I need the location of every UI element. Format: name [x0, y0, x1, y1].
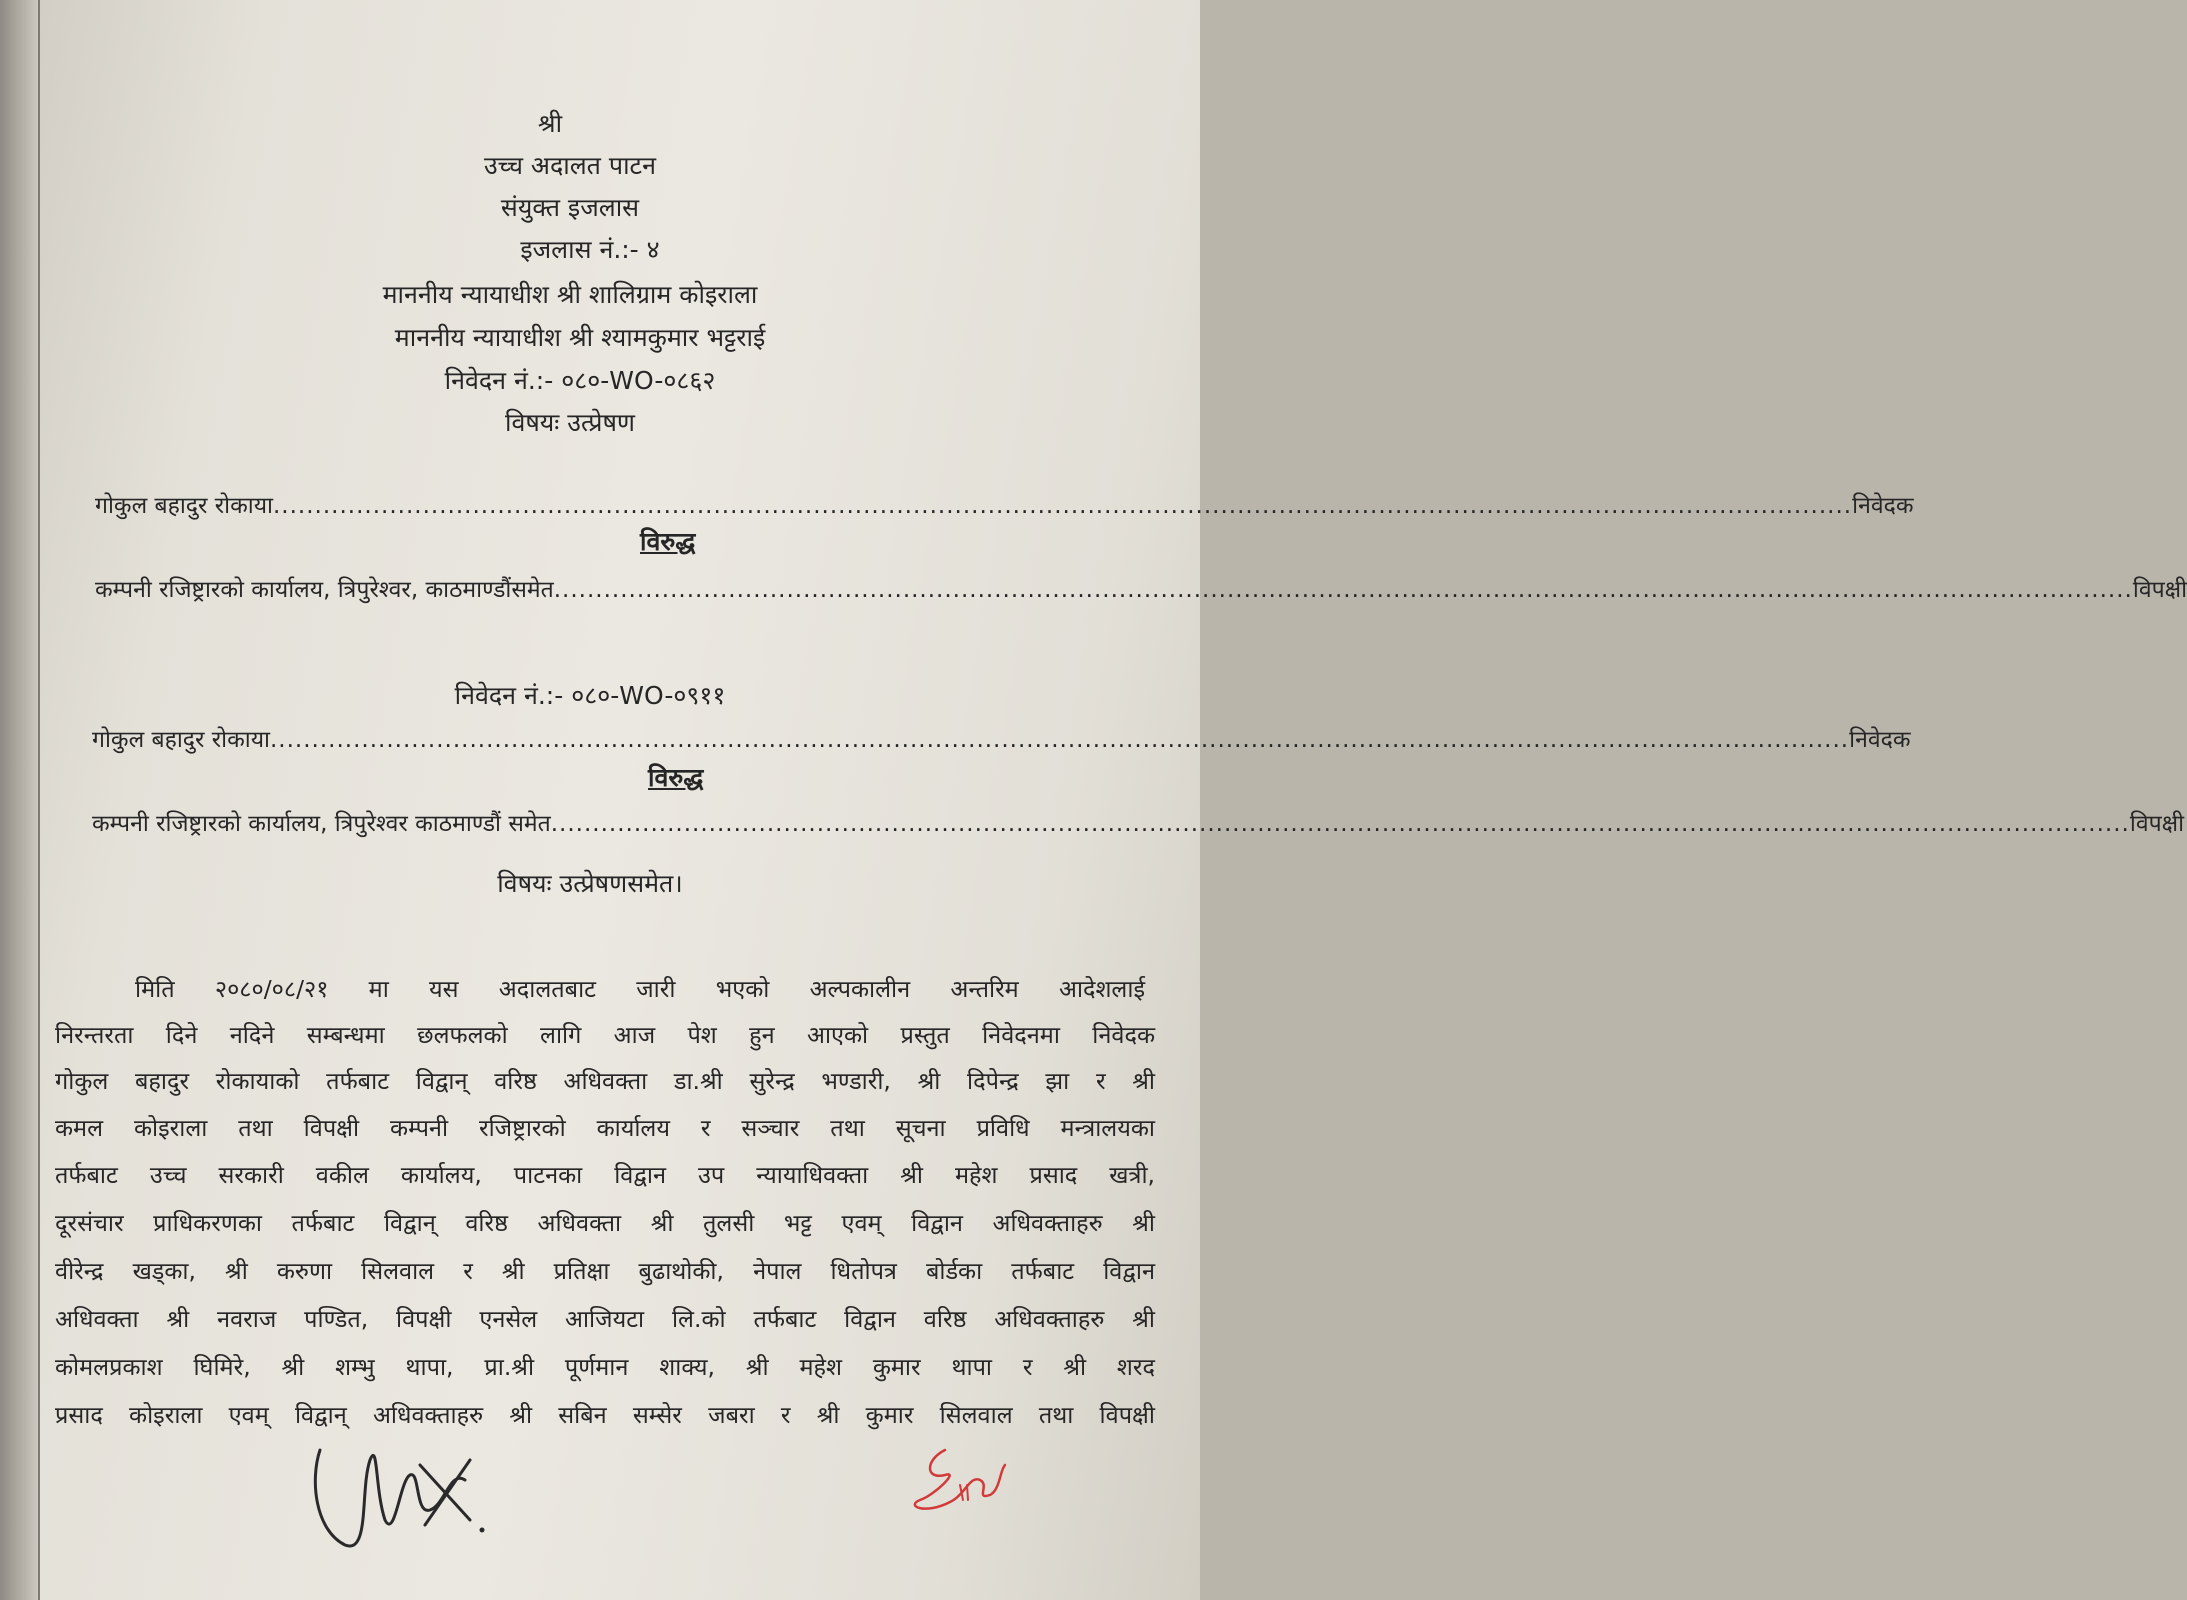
body-line-1: मिति २०८०/०८/२१ मा यस अदालतबाट जारी भएको अल्पकालीन अन्तरिम आदेशलाई — [135, 975, 1145, 1003]
case1-respondent: कम्पनी रजिष्ट्रारको कार्यालय, त्रिपुरेश्वर, काठमाण्डौंसमेत — [95, 577, 554, 603]
body-line-8: अधिवक्ता श्री नवराज पण्डित, विपक्षी एनसेल आजियटा लि.को तर्फबाट विद्वान वरिष्ठ अधिवक्ताहरु श्री — [55, 1305, 1155, 1333]
court-name: उच्च अदालत पाटन — [483, 151, 657, 180]
case1-respondent-row — [95, 572, 2187, 604]
case1-petitioner: गोकुल बहादुर रोकाया — [95, 493, 273, 519]
subject-2: विषयः उत्प्रेषणसमेत। — [497, 869, 683, 898]
case2-versus: विरुद्ध — [648, 763, 704, 792]
case2-petitioner-role: निवेदक — [1849, 727, 1911, 753]
dot-leader: .............................................................................................................................................................................................. — [553, 577, 2133, 603]
case1-petitioner-role: निवेदक — [1852, 493, 1914, 519]
bench-number: इजलास नं.:- ४ — [520, 235, 660, 264]
petition-number-1: निवेदन नं.:- ०८०-WO-०८६२ — [444, 366, 716, 395]
case2-petitioner-row — [92, 722, 1911, 754]
body-line-4: कमल कोइराला तथा विपक्षी कम्पनी रजिष्ट्रारको कार्यालय र सञ्चार तथा सूचना प्रविधि मन्त्रालयका — [55, 1114, 1155, 1142]
body-line-6: दूरसंचार प्राधिकरणका तर्फबाट विद्वान् वरिष्ठ अधिवक्ता श्री तुलसी भट्ट एवम् विद्वान अधिवक्ताहरु श्री — [55, 1209, 1155, 1237]
judge-2: माननीय न्यायाधीश श्री श्यामकुमार भट्टराई — [394, 323, 766, 352]
dot-leader: .............................................................................................................................................................................................. — [273, 493, 1853, 519]
case1-respondent-role: विपक्षी — [2132, 577, 2187, 603]
body-line-5: तर्फबाट उच्च सरकारी वकील कार्यालय, पाटनका विद्वान उप न्यायाधिवक्ता श्री महेश प्रसाद खत्री, — [55, 1161, 1155, 1189]
body-line-7: वीरेन्द्र खड्का, श्री करुणा सिलवाल र श्री प्रतिक्षा बुढाथोकी, नेपाल धितोपत्र बोर्डका तर्फबाट विद्वान — [55, 1257, 1155, 1285]
signature-right — [905, 1440, 1025, 1520]
case1-petitioner-row — [95, 488, 1914, 520]
dot-leader: .............................................................................................................................................................................................. — [270, 727, 1850, 753]
case2-respondent-row — [92, 806, 2185, 838]
body-line-3: गोकुल बहादुर रोकायाको तर्फबाट विद्वान् वरिष्ठ अधिवक्ता डा.श्री सुरेन्द्र भण्डारी, श्री दिपेन्द्र झा र श्री — [55, 1067, 1155, 1095]
petition-number-2: निवेदन नं.:- ०८०-WO-०९११ — [454, 681, 726, 710]
body-line-10: प्रसाद कोइराला एवम् विद्वान् अधिवक्ताहरु श्री सबिन सम्सेर जबरा र श्री कुमार सिलवाल तथा विपक्षी — [55, 1401, 1155, 1429]
case2-respondent: कम्पनी रजिष्ट्रारको कार्यालय, त्रिपुरेश्वर काठमाण्डौं समेत — [92, 811, 551, 837]
case1-versus: विरुद्ध — [640, 527, 696, 556]
signature-left — [300, 1420, 500, 1560]
case2-petitioner: गोकुल बहादुर रोकाया — [92, 727, 270, 753]
dot-leader: .............................................................................................................................................................................................. — [550, 811, 2130, 837]
bench-type: संयुक्त इजलास — [500, 193, 640, 222]
judge-1: माननीय न्यायाधीश श्री शालिग्राम कोइराला — [382, 280, 758, 309]
subject-1: विषयः उत्प्रेषण — [504, 408, 636, 437]
body-line-2: निरन्तरता दिने नदिने सम्बन्धमा छलफलको लागि आज पेश हुन आएको प्रस्तुत निवेदनमा निवेदक — [55, 1021, 1155, 1049]
header-shree: श्री — [537, 109, 563, 138]
body-line-9: कोमलप्रकाश घिमिरे, श्री शम्भु थापा, प्रा.श्री पूर्णमान शाक्य, श्री महेश कुमार थापा र श्री शरद — [55, 1353, 1155, 1381]
case2-respondent-role: विपक्षी — [2129, 811, 2185, 837]
